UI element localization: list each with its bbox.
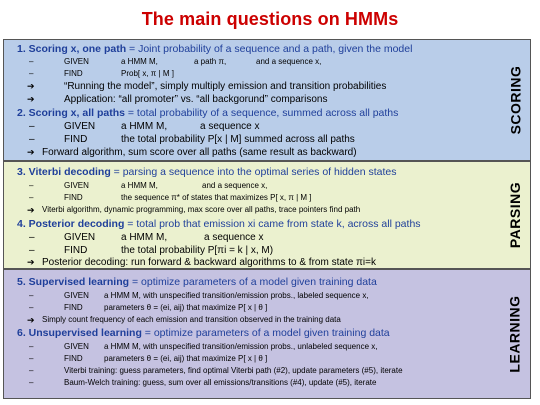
- right-arrow-icon: ➔: [27, 205, 35, 215]
- scoring-section: 1. Scoring x, one path = Joint probability of a sequence and a path, given the model – GIVEN a HMM M, a path π, and a sequence x, – FIND Prob[ x, π | M ] ➔ “Running the model”, simply multiply emission and transition probabilities ➔ Application: “all promoter” vs. “all backgorund” comparisons 2. Scoring x, all paths = total probability of a sequence, summed across all paths – GIVEN a HMM M, a sequence x – FIND the total probability P[x | M] summed across all paths ➔ Forward algorithm, sum score over all paths (same result as backward) SCORING: [3, 39, 531, 161]
- section-label-scoring: SCORING: [507, 65, 523, 135]
- bullet-dash: –: [29, 181, 34, 190]
- bullet-dash: –: [29, 134, 35, 145]
- bullet-dash: –: [29, 342, 34, 351]
- parsing-section: 3. Viterbi decoding = parsing a sequence into the optimal series of hidden states – GIVEN a HMM M, and a sequence x, – FIND the sequence π* of states that maximizes P[ x, π | M ] ➔ Viterbi algorithm, dynamic programming, max score over all paths, trace pointers find path 4. Posterior decoding = total prob that emission xi came from state k, across all paths – GIVEN a HMM M, a sequence x – FIND the total probability P[πi = k | x, M) ➔ Posterior decoding: run forward & backward algorithms to & from state πi=k PARSING: [3, 161, 531, 269]
- bullet-dash: –: [29, 354, 34, 363]
- item-5-heading: 5. Supervised learning = optimize parameters of a model given training data: [17, 276, 377, 288]
- bullet-dash: –: [29, 69, 34, 78]
- section-label-parsing: PARSING: [507, 181, 523, 249]
- item-3-heading: 3. Viterbi decoding = parsing a sequence into the optimal series of hidden states: [17, 166, 397, 178]
- bullet-dash: –: [29, 378, 34, 387]
- slide-title: The main questions on HMMs: [141, 9, 399, 29]
- right-arrow-icon: ➔: [27, 81, 35, 91]
- bullet-dash: –: [29, 245, 35, 256]
- bullet-dash: –: [29, 57, 34, 66]
- bullet-dash: –: [29, 232, 35, 243]
- right-arrow-icon: ➔: [27, 94, 35, 104]
- item-6-heading: 6. Unsupervised learning = optimize parameters of a model given training data: [17, 327, 390, 339]
- section-label-learning: LEARNING: [507, 295, 523, 373]
- bullet-dash: –: [29, 121, 35, 132]
- bullet-dash: –: [29, 291, 34, 300]
- item-1-heading: 1. Scoring x, one path = Joint probability of a sequence and a path, given the model: [17, 43, 413, 55]
- right-arrow-icon: ➔: [27, 257, 35, 267]
- right-arrow-icon: ➔: [27, 315, 35, 325]
- right-arrow-icon: ➔: [27, 147, 35, 157]
- bullet-dash: –: [29, 303, 34, 312]
- item-4-heading: 4. Posterior decoding = total prob that emission xi came from state k, across all paths: [17, 218, 421, 230]
- item-2-heading: 2. Scoring x, all paths = total probability of a sequence, summed across all paths: [17, 107, 399, 119]
- bullet-dash: –: [29, 193, 34, 202]
- learning-section: 5. Supervised learning = optimize parameters of a model given training data – GIVEN a HMM M, with unspecified transition/emission probs., labeled sequence x, – FIND parameters θ = (ei, aij) that maximize P[ x | θ ] ➔ Simply count frequency of each emission and transition observed in the training data 6. Unsupervised learning = optimize parameters of a model given training data – GIVEN a HMM M, with unspecified transition/emission probs., unlabeled sequence x, – FIND parameters θ = (ei, aij) that maximize P[ x | θ ] – Viterbi training: guess parameters, find optimal Viterbi path (#2), update parameters (#5), iterate – Baum-Welch training: guess, sum over all emissions/transitions (#4), update (#5), iterate LEARNING: [3, 269, 531, 399]
- bullet-dash: –: [29, 366, 34, 375]
